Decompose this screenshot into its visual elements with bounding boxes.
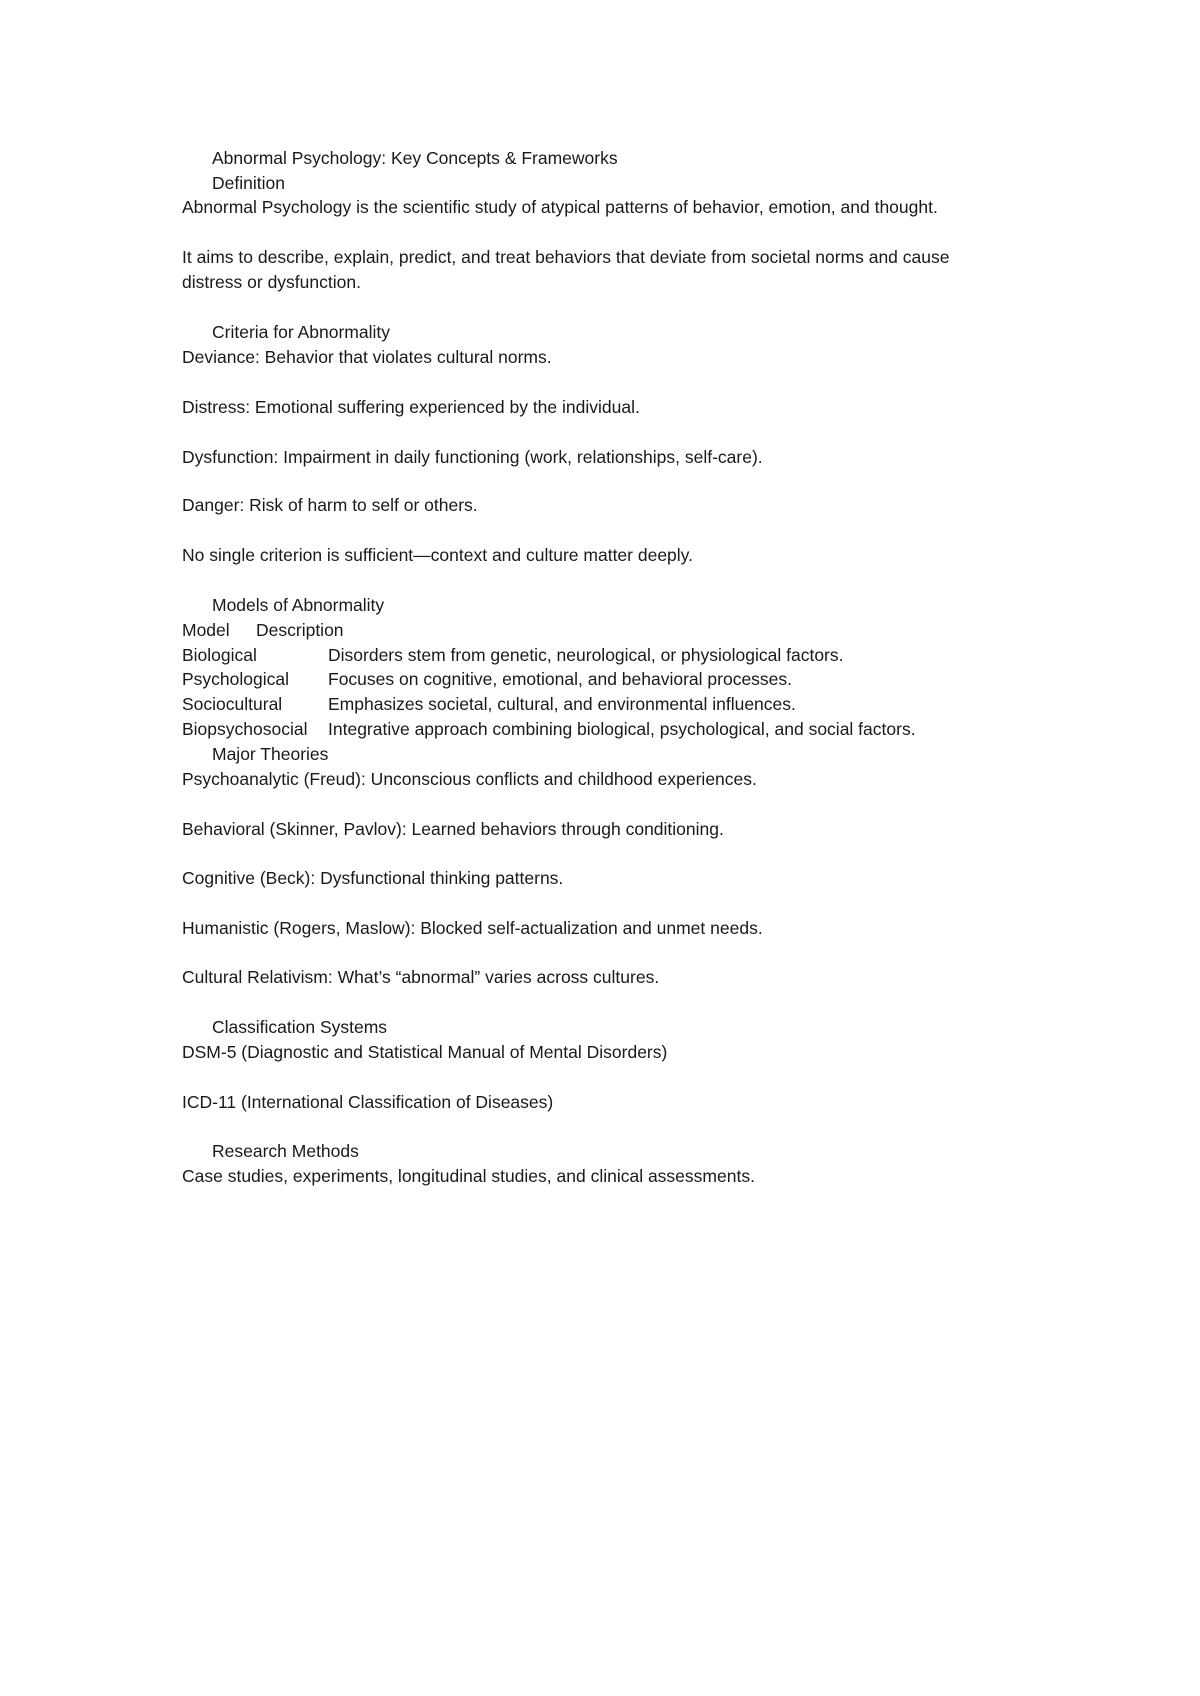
classification-heading: Classification Systems — [212, 1017, 388, 1037]
theories-heading: Major Theories — [212, 744, 329, 764]
criteria-item: Dysfunction: Impairment in daily functioning (work, relationships, self-care). — [182, 447, 763, 467]
model-description: Integrative approach combining biological, psychological, and social factors. — [328, 719, 916, 739]
document-title: Abnormal Psychology: Key Concepts & Frameworks — [212, 148, 618, 168]
definition-paragraph: It aims to describe, explain, predict, and treat behaviors that deviate from societal norms and cause — [182, 247, 950, 267]
model-name: Biopsychosocial — [182, 719, 308, 739]
theory-item: Cognitive (Beck): Dysfunctional thinking patterns. — [182, 868, 564, 888]
models-header-description: Description — [256, 620, 344, 640]
criteria-item: Danger: Risk of harm to self or others. — [182, 495, 478, 515]
classification-item: DSM-5 (Diagnostic and Statistical Manual of Mental Disorders) — [182, 1042, 668, 1062]
theory-item: Psychoanalytic (Freud): Unconscious conflicts and childhood experiences. — [182, 769, 757, 789]
classification-item: ICD-11 (International Classification of Diseases) — [182, 1092, 554, 1112]
models-heading: Models of Abnormality — [212, 595, 385, 615]
definition-paragraph: Abnormal Psychology is the scientific study of atypical patterns of behavior, emotion, and thought. — [182, 197, 938, 217]
criteria-item: Deviance: Behavior that violates cultural norms. — [182, 347, 552, 367]
model-name: Biological — [182, 645, 257, 665]
model-description: Disorders stem from genetic, neurological, or physiological factors. — [328, 645, 844, 665]
model-description: Emphasizes societal, cultural, and environmental influences. — [328, 694, 796, 714]
model-description: Focuses on cognitive, emotional, and behavioral processes. — [328, 669, 793, 689]
research-item: Case studies, experiments, longitudinal studies, and clinical assessments. — [182, 1166, 755, 1186]
definition-heading: Definition — [212, 173, 285, 193]
models-header-model: Model — [182, 620, 230, 640]
model-name: Sociocultural — [182, 694, 283, 714]
criteria-note: No single criterion is sufficient—context and culture matter deeply. — [182, 545, 693, 565]
theory-item: Behavioral (Skinner, Pavlov): Learned behaviors through conditioning. — [182, 819, 724, 839]
criteria-heading: Criteria for Abnormality — [212, 322, 390, 342]
research-heading: Research Methods — [212, 1141, 359, 1161]
criteria-item: Distress: Emotional suffering experienced by the individual. — [182, 397, 640, 417]
theory-item: Humanistic (Rogers, Maslow): Blocked self-actualization and unmet needs. — [182, 918, 763, 938]
theory-item: Cultural Relativism: What’s “abnormal” varies across cultures. — [182, 967, 660, 987]
model-name: Psychological — [182, 669, 289, 689]
definition-paragraph: distress or dysfunction. — [182, 272, 361, 292]
